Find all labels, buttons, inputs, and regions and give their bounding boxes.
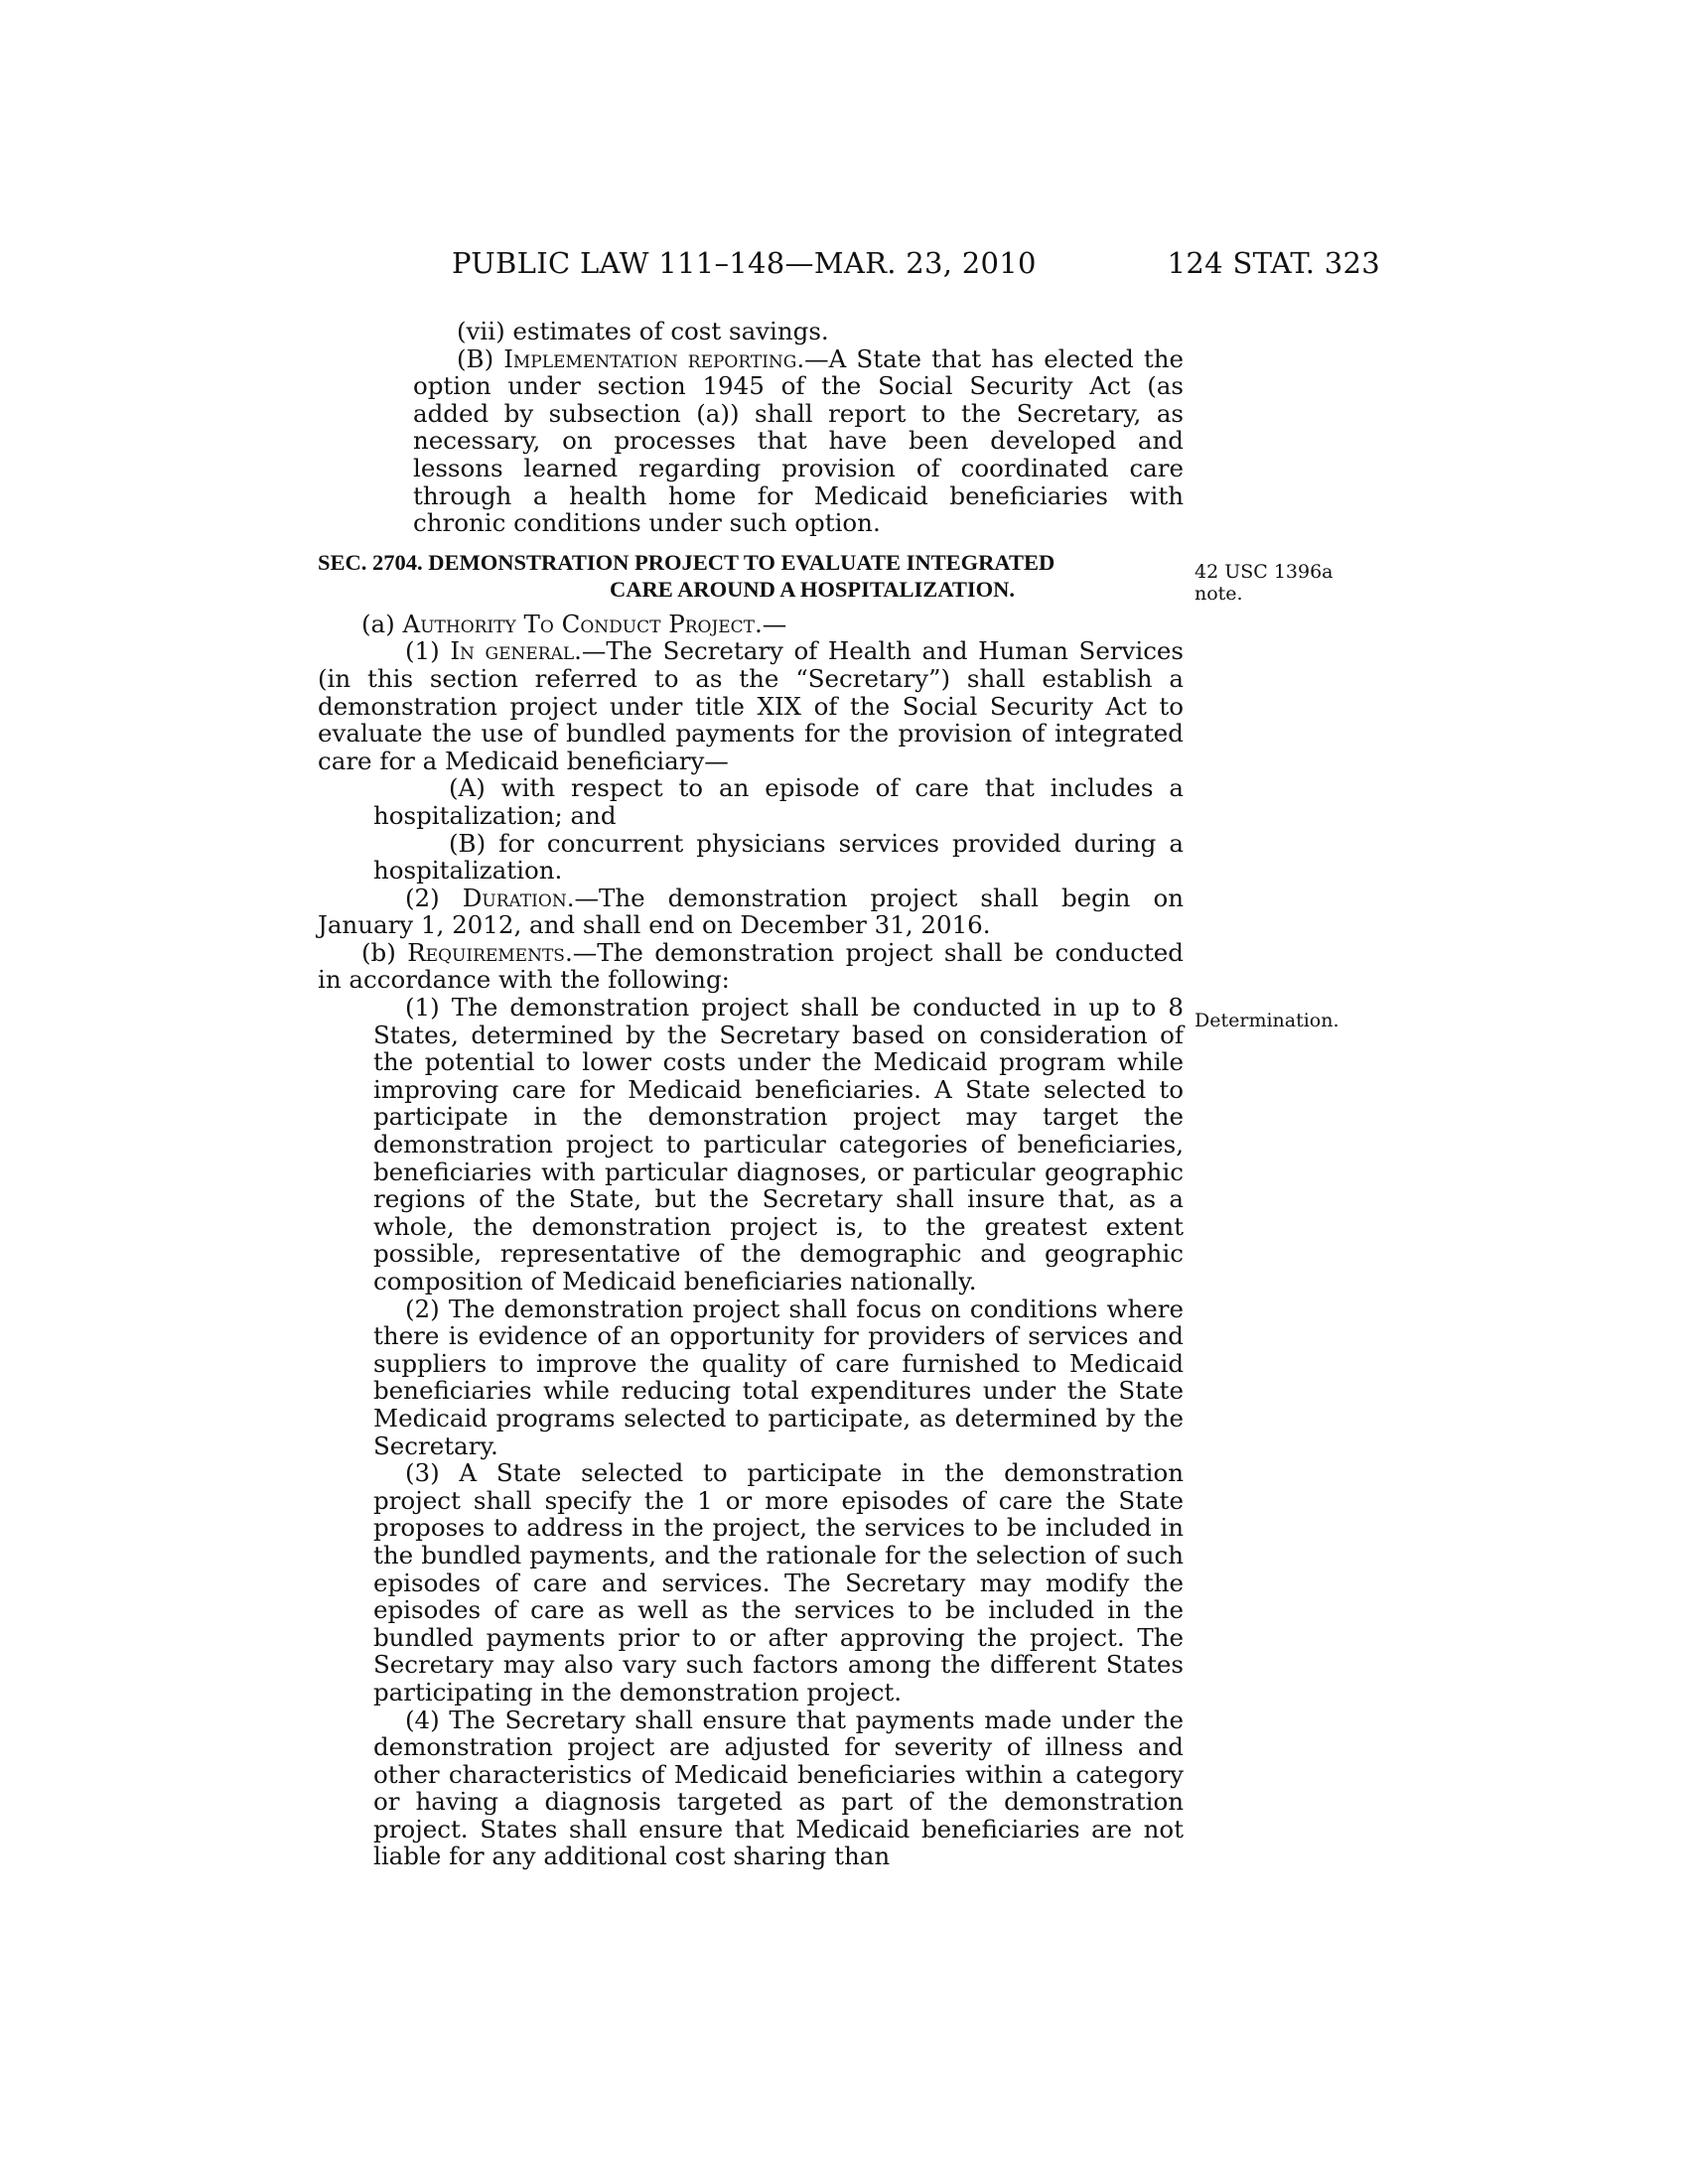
- usc-citation: 42 USC 1396a: [1195, 561, 1334, 583]
- paragraph-b1: (1) The demonstration project shall be conducted in up to 8 States, determined by the Secretary based on consideration of the potential to lower costs under the Medicaid program while improving care for Medicaid beneficiaries. A State selected to participate in the demonstration project may target the demonstration project to particular categories of beneficiaries, beneficiaries with particular diagnoses, or particular geographic regions of the State, but the Secretary shall insure that, as a whole, the demonstration project is, to the greatest extent possible, representative of the demographic and geographic composition of Medicaid beneficiaries nationally.: [373, 993, 1184, 1296]
- paragraph-prefix: (b): [361, 937, 408, 967]
- page-header: [452, 246, 1380, 286]
- subsection-a: [318, 611, 1184, 638]
- paragraph-text: .—: [755, 609, 787, 638]
- paragraph-text: .—A State that has elected the option under section 1945 of the Social Security Act (as added by subsection (a)) shall report to the Secretary, as necessary, on processes that have been developed and lessons learned regarding provision of coordinated care through a health home for Medicaid beneficiaries with chronic conditions under such option.: [413, 343, 1184, 538]
- paragraph-prefix: (2): [405, 883, 463, 912]
- document-body: [318, 318, 1184, 1870]
- paragraph-text: .—The Secretary of Health and Human Services (in this section referred to as the “Secretary”) shall establish a demonstration project under title XIX of the Social Security Act to evaluate the use of bundled payments for the provision of integrated care for a Medicaid beneficiary—: [318, 636, 1184, 775]
- paragraph-b-implementation: [413, 345, 1184, 537]
- subparagraph-a1-A: (A) with respect to an episode of care that includes a hospitalization; and: [373, 773, 1184, 830]
- paragraph-a1: [318, 637, 1184, 774]
- section-heading-line1: SEC. 2704. DEMONSTRATION PROJECT TO EVALUATE INTEGRATED: [318, 549, 1055, 575]
- determination-margin-note: Determination.: [1195, 1010, 1339, 1031]
- paragraph-b4: (4) The Secretary shall ensure that payments made under the demonstration project are adjusted for severity of illness and other characteristics of Medicaid beneficiaries within a category or having a diagnosis targeted as part of the demonstration project. States shall ensure that Medicaid beneficiaries are not liable for any additional cost sharing than: [373, 1705, 1184, 1871]
- usc-margin-note: [1195, 561, 1353, 605]
- paragraph-b3: (3) A State selected to participate in the demonstration project shall specify the 1 or more episodes of care the State proposes to address in the project, the services to be included in the bundled payments, and the rationale for the selection of such episodes of care and services. The Secretary may modify the episodes of care as well as the services to be included in the bundled payments prior to or after approving the project. The Secretary may also vary such factors among the different States participating in the demonstration project.: [373, 1458, 1184, 1706]
- paragraph-heading: In general: [450, 636, 575, 666]
- paragraph-prefix: (a): [361, 609, 403, 638]
- paragraph-text: .—The demonstration project shall begin on January 1, 2012, and shall end on December 31, 2016.: [318, 883, 1184, 940]
- usc-note: note.: [1195, 583, 1243, 605]
- paragraph-text: .—The demonstration project shall be conducted in accordance with the following:: [318, 937, 1184, 995]
- paragraph-heading: Implementation reporting: [503, 343, 797, 373]
- subsection-b: [318, 939, 1184, 994]
- paragraph-heading: Duration: [462, 883, 567, 912]
- paragraph-a2: [318, 885, 1184, 939]
- continued-section: [318, 318, 1184, 537]
- subparagraph-a1-B: (B) for concurrent physicians services provided during a hospitalization.: [373, 828, 1184, 886]
- paragraph-prefix: (1): [405, 636, 451, 666]
- paragraph-heading: Authority To Conduct Project: [402, 609, 756, 638]
- paragraph-b2: (2) The demonstration project shall focus on conditions where there is evidence of an opportunity for providers of services and suppliers to improve the quality of care furnished to Medicaid beneficiaries while reducing total expenditures under the State Medicaid programs selected to participate, as determined by the Secretary.: [373, 1294, 1184, 1460]
- paragraph-heading: Requirements: [407, 937, 565, 967]
- public-law-citation: PUBLIC LAW 111–148—MAR. 23, 2010: [452, 246, 1037, 280]
- section-heading-line2: CARE AROUND A HOSPITALIZATION.: [610, 576, 1015, 602]
- paragraph-vii: (vii) estimates of cost savings.: [457, 317, 829, 345]
- section-heading: [318, 549, 1184, 603]
- statute-page-number: 124 STAT. 323: [1167, 246, 1380, 280]
- paragraph-prefix: (B): [457, 343, 504, 373]
